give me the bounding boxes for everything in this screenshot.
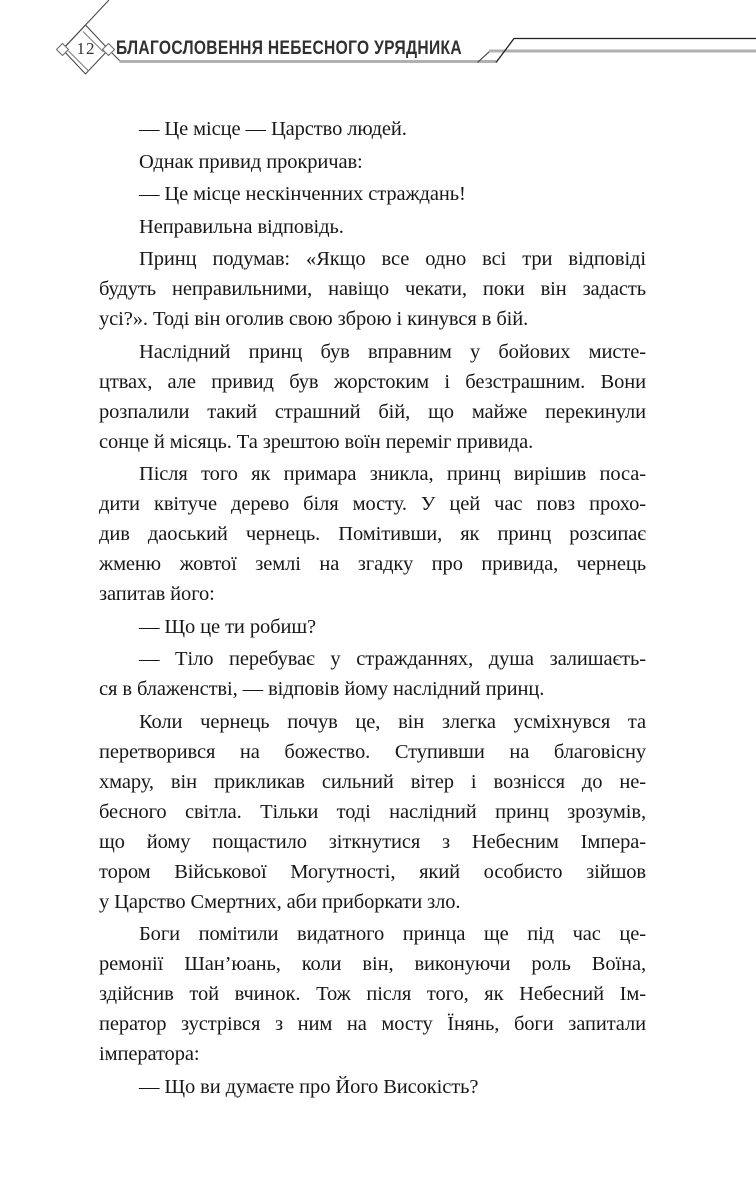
text-line: — Тіло перебуває у стражданнях, душа залишаєть- xyxy=(139,648,646,670)
text-line: Однак привид прокричав: xyxy=(139,150,363,173)
paragraph xyxy=(99,244,646,334)
chapter-title-text: БЛАГОСЛОВЕННЯ НЕБЕСНОГО УРЯДНИКА xyxy=(116,38,462,59)
text-line: див даоський чернець. Помітивши, як принц розсипає xyxy=(99,523,646,545)
paragraph xyxy=(99,337,646,457)
text-line: у Царство Смертних, аби приборкати зло. xyxy=(99,890,461,913)
text-line: перетворився на божество. Ступивши на благовісну xyxy=(99,740,646,763)
text-line: запитав його: xyxy=(99,583,215,605)
text-line: сонце й місяць. Та зрештою воїн переміг привида. xyxy=(99,430,534,453)
text-line: Неправильна відповідь. xyxy=(139,215,344,238)
text-line: тором Військової Могутності, який особисто зійшов xyxy=(99,860,646,883)
text-line: — Це місце нескінченних страждань! xyxy=(139,183,466,205)
text-line: — Що це ти робиш? xyxy=(139,615,317,638)
paragraph xyxy=(99,644,646,704)
text-line: ператор зустрівся з ним на мосту Їнянь, боги запитали xyxy=(99,1013,646,1035)
text-line: Коли чернець почув це, він злегка усміхнувся та xyxy=(139,710,646,733)
paragraph xyxy=(99,459,646,609)
paragraph xyxy=(99,612,646,642)
body-text xyxy=(99,114,646,1102)
text-line: дити квітуче дерево біля мосту. У цей час повз прохо- xyxy=(99,493,646,515)
text-line: цтвах, але привид був жорстоким і безстрашним. Вони xyxy=(99,370,646,393)
text-line: Боги помітили видатного принца ще під час це- xyxy=(139,923,646,945)
paragraph xyxy=(99,114,646,144)
paragraph xyxy=(99,1072,646,1102)
text-line: Наслідний принц був вправним у бойових мисте- xyxy=(139,340,646,363)
text-line: Принц подумав: «Якщо все одно всі три відповіді xyxy=(139,248,646,270)
text-line: ся в блаженстві, — відповів йому наслідний принц. xyxy=(99,678,545,700)
paragraph xyxy=(99,212,646,242)
text-line: Після того як примара зникла, принц вирішив поса- xyxy=(139,463,646,485)
text-line: усі?». Тоді він оголив свою зброю і кинувся в бій. xyxy=(99,308,529,330)
page-number: 12 xyxy=(76,39,96,58)
paragraph xyxy=(99,919,646,1069)
text-line: що йому пощастило зіткнутися з Небесним Імпера- xyxy=(99,830,646,853)
text-line: імператора: xyxy=(99,1043,200,1065)
text-line: ремонії Шан’юань, коли він, виконуючи роль Воїна, xyxy=(99,953,646,975)
paragraph xyxy=(99,707,646,917)
text-line: здійснив той вчинок. Тож після того, як Небесний Ім- xyxy=(99,983,646,1005)
text-line: хмару, він прикликав сильний вітер і вознісся до не- xyxy=(99,770,646,793)
text-line: — Що ви думаєте про Його Високість? xyxy=(139,1075,479,1098)
paragraph xyxy=(99,179,646,209)
text-line: жменю жовтої землі на згадку про привида, чернець xyxy=(99,553,646,575)
paragraph xyxy=(99,147,646,177)
text-line: — Це місце — Царство людей. xyxy=(139,118,407,140)
text-line: розпалили такий страшний бій, що майже перекинули xyxy=(99,400,646,423)
text-line: бесного світла. Тільки тоді наслідний принц зрозумів, xyxy=(99,800,646,823)
text-line: будуть неправильними, навіщо чекати, поки він задасть xyxy=(99,278,646,300)
chapter-title xyxy=(116,39,538,59)
